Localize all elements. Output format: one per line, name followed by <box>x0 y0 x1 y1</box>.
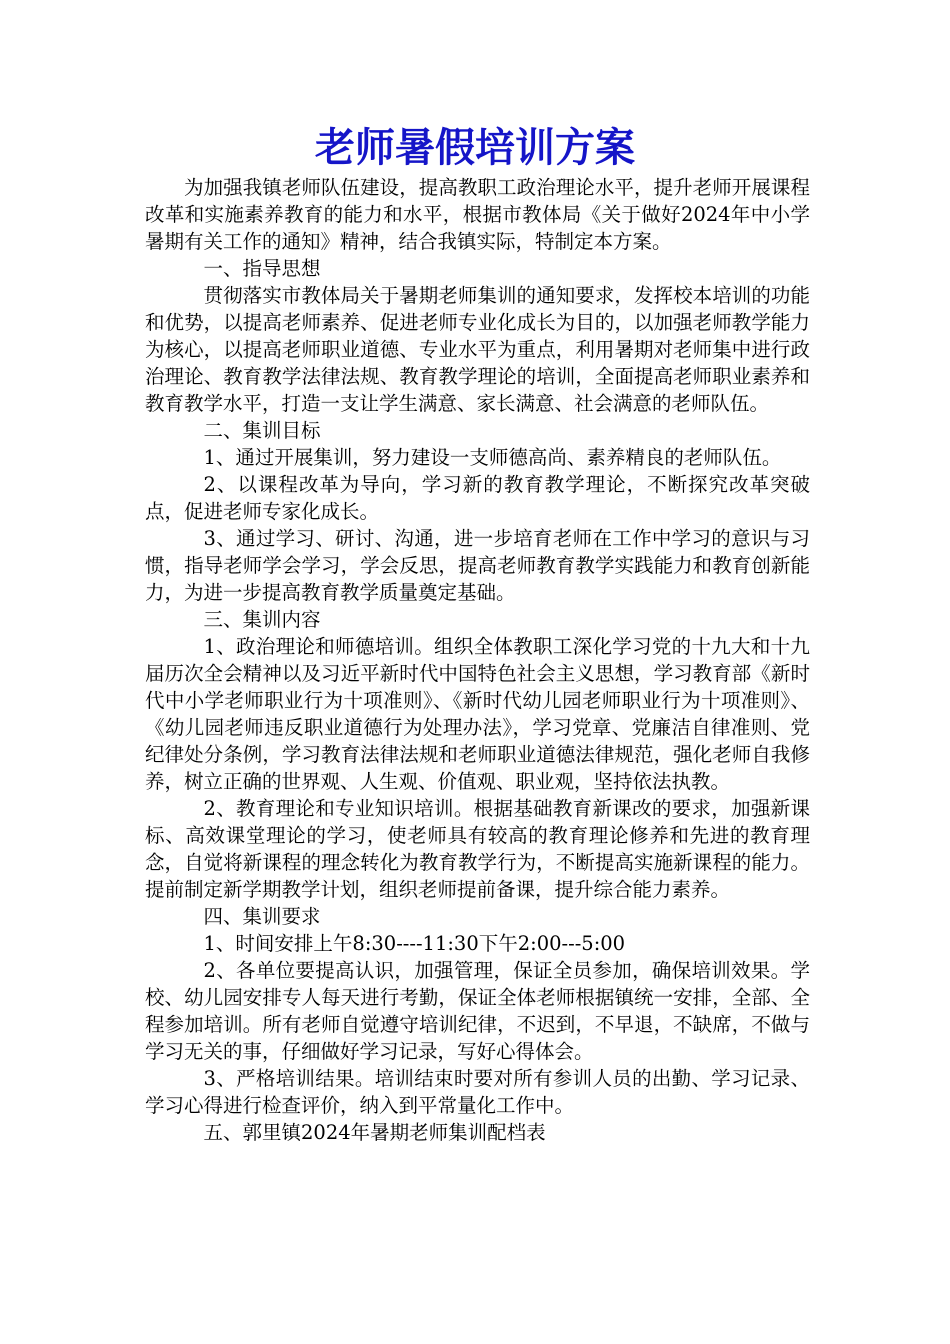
section-heading: 五、郭里镇2024年暑期老师集训配档表 <box>203 1121 546 1144</box>
body-paragraph: 3、通过学习、研讨、沟通，进一步培育老师在工作中学习的意识与习惯，指导老师学会学习，学会反思，提高老师教育教学实践能力和教育创新能力，为进一步提高教育教学质量奠定基础。 <box>145 527 810 604</box>
body-paragraph: 2、教育理论和专业知识培训。根据基础教育新课改的要求，加强新课标、高效课堂理论的学习，使老师具有较高的教育理论修养和先进的教育理念，自觉将新课程的理念转化为教育教学行为，不断提高实施新课程的能力。提前制定新学期教学计划，组织老师提前备课，提升综合能力素养。 <box>145 797 810 901</box>
body-paragraph: 1、通过开展集训，努力建设一支师德高尚、素养精良的老师队伍。 <box>203 446 782 469</box>
body-paragraph: 贯彻落实市教体局关于暑期老师集训的通知要求，发挥校本培训的功能和优势，以提高老师素养、促进老师专业化成长为目的，以加强老师教学能力为核心，以提高老师职业道德、专业水平为重点，利用暑期对老师集中进行政治理论、教育教学法律法规、教育教学理论的培训，全面提高老师职业素养和教育教学水平，打造一支让学生满意、家长满意、社会满意的老师队伍。 <box>145 284 810 415</box>
intro-paragraph: 为加强我镇老师队伍建设，提高教职工政治理论水平，提升老师开展课程改革和实施素养教育的能力和水平，根据市教体局《关于做好2024年中小学暑期有关工作的通知》精神，结合我镇实际，特制定本方案。 <box>145 176 810 253</box>
body-paragraph: 1、时间安排上午8:30----11:30下午2:00---5:00 <box>203 932 626 955</box>
document-body <box>145 174 810 1146</box>
document-title: 老师暑假培训方案 <box>315 125 635 171</box>
body-paragraph: 3、严格培训结果。培训结束时要对所有参训人员的出勤、学习记录、学习心得进行检查评价，纳入到平常量化工作中。 <box>145 1067 810 1117</box>
section-heading: 一、指导思想 <box>203 257 321 280</box>
section-heading: 三、集训内容 <box>203 608 321 631</box>
body-paragraph: 1、政治理论和师德培训。组织全体教职工深化学习党的十九大和十九届历次全会精神以及习近平新时代中国特色社会主义思想，学习教育部《新时代中小学老师职业行为十项准则》、《新时代幼儿园老师职业行为十项准则》、《幼儿园老师违反职业道德行为处理办法》，学习党章、党廉洁自律准则、党纪律处分条例，学习教育法律法规和老师职业道德法律规范，强化老师自我修养，树立正确的世界观、人生观、价值观、职业观，坚持依法执教。 <box>145 635 810 793</box>
section-heading: 四、集训要求 <box>203 905 321 928</box>
body-paragraph: 2、以课程改革为导向，学习新的教育教学理论，不断探究改革突破点，促进老师专家化成长。 <box>145 473 810 523</box>
body-paragraph: 2、各单位要提高认识，加强管理，保证全员参加，确保培训效果。学校、幼儿园安排专人每天进行考勤，保证全体老师根据镇统一安排，全部、全程参加培训。所有老师自觉遵守培训纪律，不迟到，不早退，不缺席，不做与学习无关的事，仔细做好学习记录，写好心得体会。 <box>145 959 810 1063</box>
section-heading: 二、集训目标 <box>203 419 321 442</box>
